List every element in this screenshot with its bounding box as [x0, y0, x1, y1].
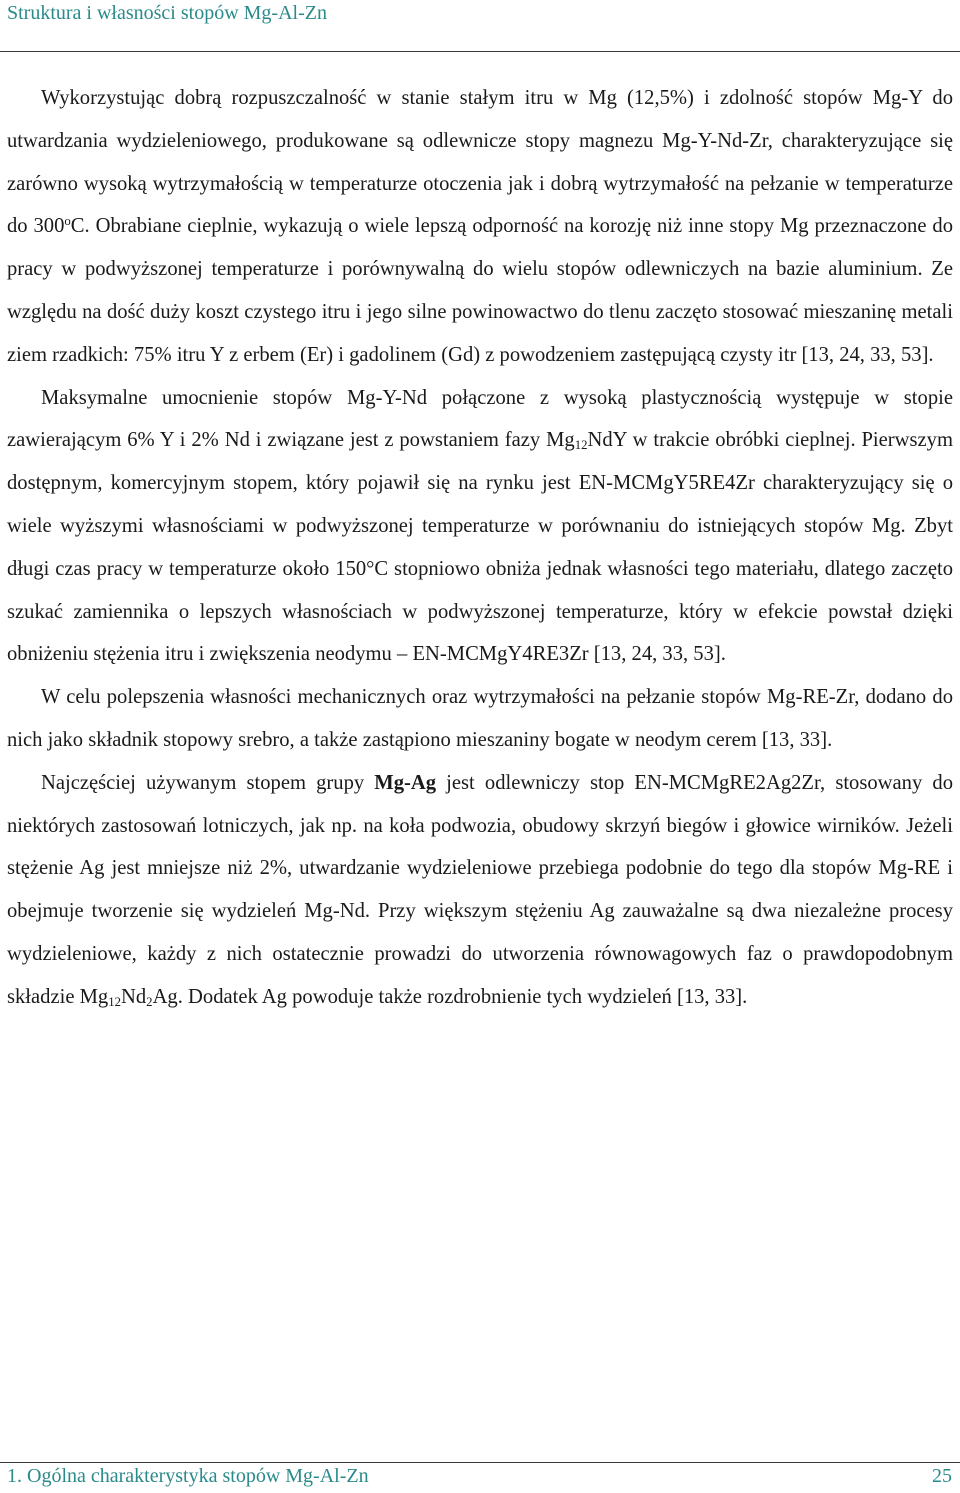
alloy-group-bold: Mg-Ag [374, 771, 437, 794]
paragraph-4: Najczęściej używanym stopem grupy Mg-Ag jest odlewniczy stop EN-MCMgRE2Ag2Zr, stosowany do niektórych zastosowań lotniczych, jak np. na koła podwozia, obudowy skrzyń biegów i głowice wirników. Jeżeli stężenie Ag jest mniejsze niż 2%, utwardzanie wydzieleniowe przebiega podobnie do tego dla stopów Mg-RE i obejmuje tworzenie się wydzieleń Mg-Nd. Przy większym stężeniu Ag zauważalne są dwa niezależne procesy wydzieleniowe, każdy z nich ostatecznie prowadzi do utworzenia równowagowych faz o prawdopodobnym składzie $Mg_{12}Nd_2Ag$. Dodatek Ag powoduje także rozdrobnienie tych wydzieleń [13, 33]. [7, 771, 953, 1009]
page-number: 25 [932, 1465, 952, 1487]
footer-divider [0, 1462, 960, 1463]
paragraph-2: Maksymalne umocnienie stopów Mg-Y-Nd połączone z wysoką plastycznością występuje w stopie zawierającym 6% Y i 2% Nd i związane jest z powstaniem fazy $Mg_{12}NdY$ w trakcie obróbki cieplnej. Pierwszym dostępnym, komercyjnym stopem, który pojawił się na rynku jest EN-MCMgY5RE4Zr charakteryzujący się o wiele wyższymi własnościami w podwyższonej temperaturze w porównaniu do istniejących stopów Mg. Zbyt długi czas pracy w temperaturze około 150°C stopniowo obniża jednak własności tego materiału, dlatego zaczęto szukać zamiennika o lepszych własnościach w podwyższonej temperaturze, który w efekcie powstał dzięki obniżeniu stężenia itru i zwiększenia neodymu – EN-MCMgY4RE3Zr [13, 24, 33, 53]. [7, 386, 953, 666]
main-text [7, 77, 953, 1019]
running-footer-title: 1. Ogólna charakterystyka stopów Mg-Al-Zn [7, 1465, 369, 1487]
paragraph-1: Wykorzystując dobrą rozpuszczalność w stanie stałym itru w Mg (12,5%) i zdolność stopów Mg-Y do utwardzania wydzieleniowego, produkowane są odlewnicze stopy magnezu Mg-Y-Nd-Zr, charakteryzujące się zarówno wysoką wytrzymałością w temperaturze otoczenia jak i dobrą wytrzymałość na pełzanie w temperaturze do 300$^o$C. Obrabiane cieplnie, wykazują o wiele lepszą odporność na korozję niż inne stopy Mg przeznaczone do pracy w podwyższonej temperaturze i porównywalną do wielu stopów odlewniczych na bazie aluminium. Ze względu na dość duży koszt czystego itru i jego silne powinowactwo do tlenu zaczęto stosować mieszaninę metali ziem rzadkich: 75% itru Y z erbem (Er) i gadolinem (Gd) z powodzeniem zastępującą czysty itr [13, 24, 33, 53]. [7, 87, 953, 366]
running-header-title: Struktura i własności stopów Mg-Al-Zn [7, 2, 327, 24]
header-divider [0, 51, 960, 52]
paragraph-3: W celu polepszenia własności mechanicznych oraz wytrzymałości na pełzanie stopów Mg-RE-Zr, dodano do nich jako składnik stopowy srebro, a także zastąpiono mieszaniny bogate w neodym cerem [13, 33]. [7, 686, 953, 751]
